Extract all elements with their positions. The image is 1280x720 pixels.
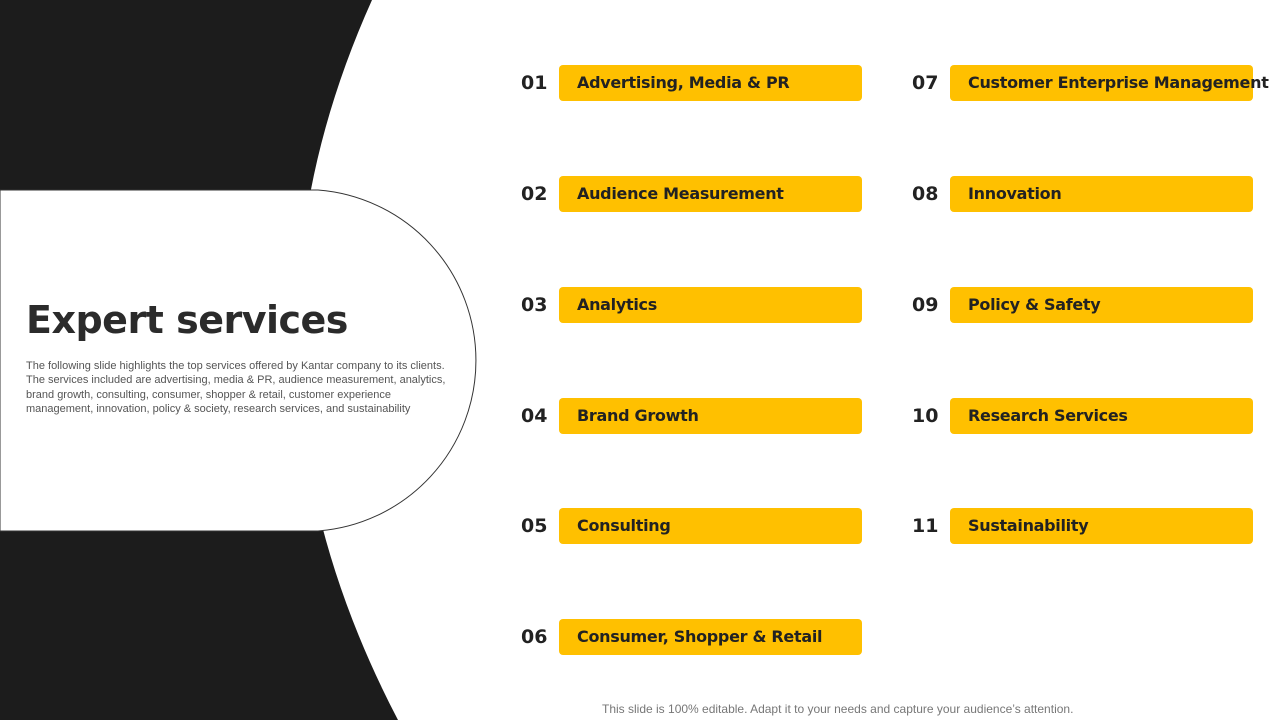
page-title: Expert services bbox=[26, 298, 348, 342]
service-label: Consumer, Shopper & Retail bbox=[559, 619, 862, 655]
page-description: The following slide highlights the top services offered by Kantar company to its clients. The services included are advertising, media & PR, audience measurement, analytics, brand growth, consulting, consumer, shopper & retail, customer experience management, innovation, policy & society, research services, and sustainability bbox=[26, 360, 446, 416]
service-number: 11 bbox=[912, 515, 939, 537]
service-label: Policy & Safety bbox=[950, 287, 1253, 323]
service-label: Sustainability bbox=[950, 508, 1253, 544]
service-number: 02 bbox=[521, 183, 548, 205]
service-number: 03 bbox=[521, 294, 548, 316]
service-number: 01 bbox=[521, 72, 548, 94]
service-number: 10 bbox=[912, 405, 939, 427]
service-number: 09 bbox=[912, 294, 939, 316]
service-label: Consulting bbox=[559, 508, 862, 544]
service-label: Advertising, Media & PR bbox=[559, 65, 862, 101]
service-number: 07 bbox=[912, 72, 939, 94]
service-label: Innovation bbox=[950, 176, 1253, 212]
service-number: 08 bbox=[912, 183, 939, 205]
service-number: 04 bbox=[521, 405, 548, 427]
service-number: 05 bbox=[521, 515, 548, 537]
service-label: Customer Enterprise Management bbox=[950, 65, 1253, 101]
service-label: Research Services bbox=[950, 398, 1253, 434]
service-label: Analytics bbox=[559, 287, 862, 323]
footer-note: This slide is 100% editable. Adapt it to your needs and capture your audience’s attention. bbox=[602, 702, 1074, 716]
service-label: Brand Growth bbox=[559, 398, 862, 434]
service-number: 06 bbox=[521, 626, 548, 648]
service-label: Audience Measurement bbox=[559, 176, 862, 212]
